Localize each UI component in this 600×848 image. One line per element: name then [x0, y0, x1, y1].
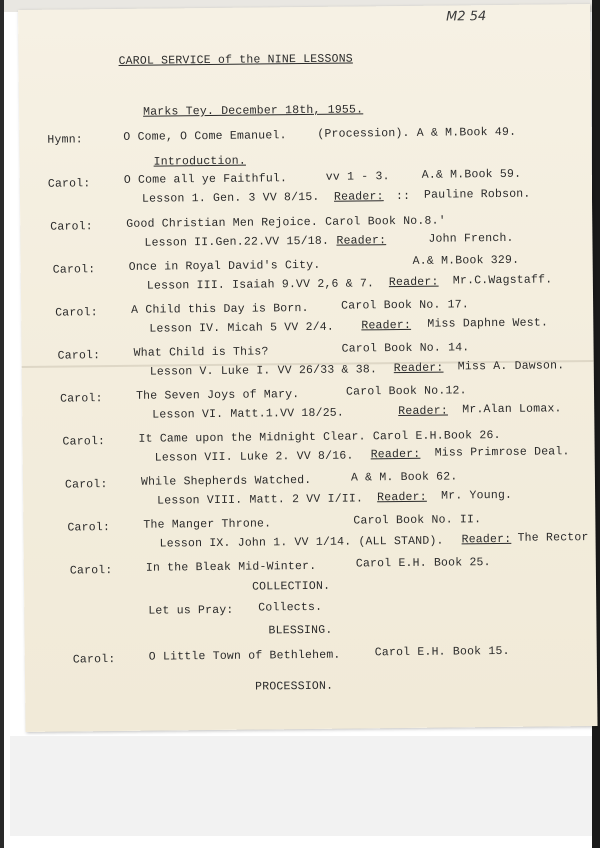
carol-title: Good Christian Men Rejoice. Carol Book No.8.' [126, 214, 446, 231]
lesson-reference: Lesson III. Isaiah 9.VV 2,6 & 7. [146, 277, 375, 293]
reader-label: Reader: [336, 234, 387, 248]
row-label-carol: Carol: [72, 653, 116, 667]
row-label-carol: Carol: [67, 521, 111, 535]
reader-name: Mr. Young. [441, 488, 513, 503]
place-date: Marks Tey. December 18th, 1955. [143, 103, 364, 119]
reader-label: Reader: [370, 447, 421, 462]
carol-source: Carol Book No.12. [345, 384, 467, 399]
row-label-hymn: Hymn: [47, 133, 83, 147]
collects-text: Collects. [258, 600, 323, 615]
carol-source: Carol E.H. Book 25. [355, 556, 491, 571]
row-label-carol: Carol: [50, 220, 93, 234]
reader-separator: :: [395, 189, 411, 204]
reader-name: Mr.Alan Lomax. [462, 402, 562, 417]
lesson-reference: Lesson VII. Luke 2. VV 8/16. [154, 449, 354, 465]
row-label-carol: Carol: [69, 564, 113, 578]
reader-name: The Rector [517, 531, 589, 545]
lesson-reference: Lesson VI. Matt.1.VV 18/25. [152, 406, 345, 422]
row-label-carol: Carol: [52, 263, 96, 277]
reader-label: Reader: [388, 275, 439, 290]
row-label-carol: Carol: [62, 435, 106, 449]
reader-label: Reader: [393, 361, 444, 376]
reader-label: Reader: [377, 490, 427, 505]
lesson-reference: Lesson IV. Micah 5 VV 2/4. [149, 320, 335, 336]
procession-heading: PROCESSION. [255, 679, 334, 694]
carol-title: What Child is This? [133, 345, 269, 360]
reader-name: Miss Daphne West. [427, 316, 549, 331]
lesson-reference: Lesson V. Luke I. VV 26/33 & 38. [149, 363, 378, 379]
reader-label: Reader: [333, 190, 384, 204]
lesson-reference: Lesson 1. Gen. 3 VV 8/15. [141, 190, 320, 206]
row-label-carol: Carol: [47, 177, 91, 191]
carol-title: Once in Royal David's City. [128, 258, 321, 274]
lesson-reference: Lesson IX. John 1. VV 1/14. (ALL STAND). [159, 534, 444, 551]
row-label-carol: Carol: [55, 306, 98, 320]
carol-title: O Come all ye Faithful. [123, 172, 288, 187]
carol-title: O Little Town of Bethlehem. [148, 648, 341, 664]
hymn-title: O Come, O Come Emanuel. [123, 129, 287, 144]
reader-name: Miss Primrose Deal. [434, 445, 570, 460]
carol-source: Carol Book No. 17. [341, 298, 470, 313]
carol-title: A Child this Day is Born. [131, 301, 309, 317]
carol-source: A & M. Book 62. [350, 470, 458, 485]
reader-name: Pauline Robson. [423, 187, 531, 202]
reader-name: Mr.C.Wagstaff. [452, 273, 553, 288]
reader-label: Reader: [398, 404, 449, 419]
carol-title: In the Bleak Mid-Winter. [145, 559, 317, 575]
reader-label: Reader: [461, 532, 512, 547]
collection-heading: COLLECTION. [251, 579, 331, 594]
carol-source: Carol E.H. Book 15. [374, 644, 510, 660]
prayer-label: Let us Pray: [148, 603, 234, 618]
scan-bottom-area [10, 736, 592, 836]
reference-mark: M2 54 [446, 9, 487, 25]
carol-source: Carol Book No. 14. [341, 341, 470, 356]
carol-title: The Manger Throne. [143, 517, 272, 532]
reader-label: Reader: [361, 318, 412, 333]
hymn-source: (Procession). A & M.Book 49. [317, 125, 517, 141]
introduction-heading: Introduction. [153, 154, 246, 169]
lesson-reference: Lesson VIII. Matt. 2 VV I/II. [157, 492, 364, 508]
carol-source: Carol Book No. II. [353, 513, 482, 528]
blessing-heading: BLESSING. [268, 623, 333, 638]
carol-source: A.& M.Book 329. [412, 253, 520, 268]
carol-title: While Shepherds Watched. [140, 473, 312, 489]
lesson-reference: Lesson II.Gen.22.VV 15/18. [144, 234, 330, 250]
document-page [18, 4, 598, 732]
reader-name: Miss A. Dawson. [457, 359, 565, 374]
document-title: CAROL SERVICE of the NINE LESSONS [118, 52, 353, 68]
carol-title: It Came upon the Midnight Clear. Carol E.H.Book 26. [138, 428, 501, 446]
reader-name: John French. [428, 231, 514, 246]
row-label-carol: Carol: [57, 349, 101, 363]
carol-verses: vv 1 - 3. [325, 170, 390, 184]
row-label-carol: Carol: [60, 392, 103, 406]
row-label-carol: Carol: [64, 478, 108, 492]
scan-left-edge [0, 0, 4, 848]
carol-title: The Seven Joys of Mary. [135, 388, 300, 403]
carol-source: A.& M.Book 59. [421, 167, 522, 182]
